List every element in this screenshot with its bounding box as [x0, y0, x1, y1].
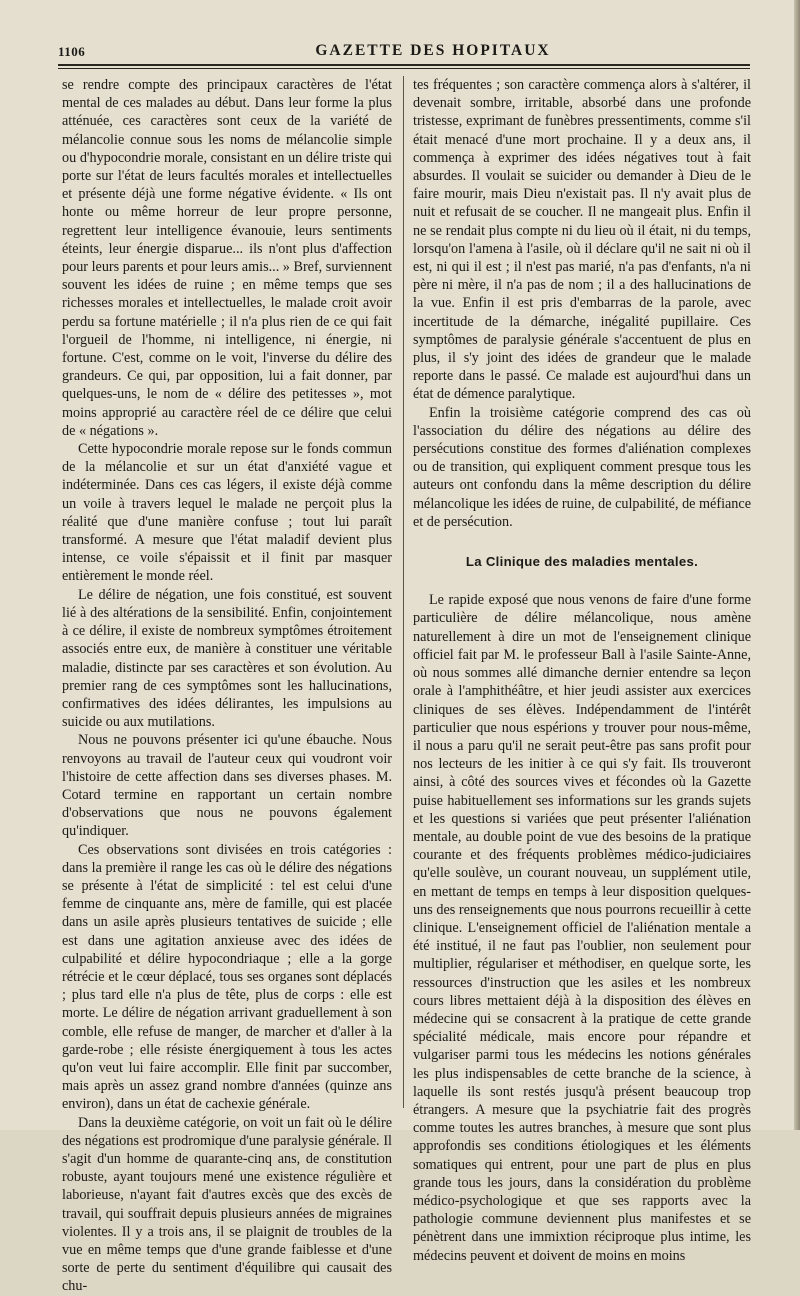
journal-title: GAZETTE DES HOPITAUX: [315, 42, 551, 59]
paragraph: Enfin la troisième catégorie comprend des cas où l'association du délire des négations au délire des persécutions constitue des formes d'aliénation complexes ou de transition, qui expliquent comment presque tous les auteurs ont confondu dans la même description du délire mélancolique les idées de ruine, de culpabilité, de méfiance et de persécution.: [413, 404, 751, 530]
header-rule-thin: [58, 68, 750, 69]
paragraph: se rendre compte des principaux caractères de l'état mental de ces malades au début. Dans leur forme la plus atténuée, ces caractères sont ceux de la variété de mélancolie connue sous les noms de mélancolie simple ou d'hypocondrie morale, consistant en un délire triste qui porte sur l'état de leurs facultés morales et intellectuelles et présente déjà une forme négative évidente. « Ils ont honte ou même horreur de leur propre personne, regrettent leur intelligence évanouie, leurs sentiments éteints, leur énergie disparue... ils n'ont plus d'affection pour leurs parents et pour leurs amis... » Bref, surviennent souvent les idées de ruine ; en même temps que ses richesses morales et intellectuelles, le malade croit avoir perdu sa fortune matérielle ; il n'a plus rien de ce qui fait l'orgueil de l'homme, ni intelligence, ni énergie, ni fortune. C'est, comme on le voit, l'inverse du délire des grandeurs. Ce qui, par opposition, lui a fait donner, par quelques-uns, le nom de « délire des petitesses », mot moins approprié au caractère réel de ce délire que celui de « négations ».: [62, 77, 392, 439]
paragraph: Cette hypocondrie morale repose sur le fonds commun de la mélancolie et sur un état d'anxiété vague et indéterminée. Dans ces cas légers, il existe déjà comme un voile à travers lequel le malade ne perçoit plus la réalité que d'une manière confuse ; tout lui paraît transformé. A mesure que l'état maladif devient plus intense, ce voile s'épaissit et il finit par masquer entièrement le monde réel.: [62, 441, 392, 585]
paragraph: Le délire de négation, une fois constitué, est souvent lié à des altérations de la sensibilité. Enfin, conjointement à ce délire, il existe de nombreux symptômes étroitement associés entre eux, de manière à constituer une véritable maladie, distincte par ses caractères et son évolution. Au premier rang de ces symptômes sont les hallucinations, confirmatives des idées délirantes, les impulsions au suicide ou aux mutilations.: [62, 586, 392, 731]
paragraph: Le rapide exposé que nous venons de faire d'une forme particulière de délire mélancolique, nous amène naturellement à dire un mot de l'enseignement clinique officiel fait par M. le professeur Ball à l'asile Sainte-Anne, où nous sommes allé dimanche dernier entendre sa leçon orale à l'amphithéâtre, et hier jeudi assister aux exercices cliniques de ses élèves. Indépendamment de l'intérêt particulier que nous espérions y trouver pour nous-même, il nous a paru qu'il ne serait peut-être pas sans profit pour nos lecteurs de les initier à ce qui s'y fait. Ils trouveront ainsi, à côté des sources vives et fécondes où la Gazette puise habituellement ses informations sur les grands sujets et les questions si variées que peut présenter l'aliénation mentale, au double point de vue des besoins de la pratique courante et des fréquents problèmes médico-judiciaires qu'elle soulève, un courant nouveau, un supplément utile, en mettant de temps en temps à leur disposition quelques-uns des renseignements que nous pourrons recueillir à cette clinique. L'enseignement officiel de l'aliénation mentale a été institué, il ne faut pas l'oublier, non seulement pour multiplier, régulariser et méthodiser, en quelque sorte, les ressources d'instruction que les asiles et les nombreux cours libres mettaient déjà à la disposition des élèves en médecine qui se consacrent à la pratique de cette grande spécialité médicale, mais encore pour répandre et vulgariser parmi tous les médecins les notions générales les plus indispensables de cette branche de la science, à laquelle ils sont restés jusqu'à présent beaucoup trop étrangers. A mesure que la psychiatrie fait des progrès comme toutes les autres branches, à mesure que sont plus approfondis ses conditions étiologiques et les éléments somatiques qui entrent, pour une part de plus en plus grande tous les jours, dans la considération du problème médico-psychologique et que ses rapports avec la pathologie commune deviennent plus manifestes et se pénètrent dans une immixtion réciproque plus intime, les médecins peuvent et doivent de moins en moins: [413, 592, 751, 1264]
paragraph: Ces observations sont divisées en trois catégories : dans la première il range les cas où le délire des négations se présente à l'état de simplicité : tel est celui d'une femme de cinquante ans, mère de famille, qui est placée dans un asile après plusieurs tentatives de suicide ; elle est dans une agitation anxieuse avec des idées de culpabilité et délire hypocondriaque ; elle a la gorge rétrécie et le cœur déplacé, tous ses organes sont déplacés ; plus tard elle n'a plus de tête, plus de corps : elle est morte. Le délire de négation arrivant graduellement à son comble, elle refuse de manger, de marcher et d'aller à la garde-robe ; elle résiste énergiquement à tous les actes qu'on veut lui faire accomplir. Elle finit par succomber, mais après un assez grand nombre d'années (quinze ans environ), dans un état de cachexie générale.: [62, 841, 392, 1113]
right-column: [413, 76, 751, 1265]
running-header: [58, 44, 748, 64]
paragraph: Nous ne pouvons présenter ici qu'une ébauche. Nous renvoyons au travail de l'auteur ceux qui voudront voir l'histoire de cette affection dans ses diverses phases. M. Cotard termine en rapportant un certain nombre d'observations que nous ne pouvons également qu'indiquer.: [62, 732, 392, 840]
paragraph: Dans la deuxième catégorie, on voit un fait où le délire des négations est prodromique d'une paralysie générale. Il s'agit d'un homme de quarante-cinq ans, de constitution robuste, ayant toujours mené une existence régulière et laborieuse, n'ayant fait d'autres excès que des excès de travail, qui souffrait depuis plusieurs années de migraines violentes. Il y a trois ans, il se plaignit de troubles de la vue en même temps que d'une grande faiblesse et d'une sorte de perte du sentiment d'équilibre qui causait des chu-: [62, 1114, 392, 1295]
column-divider: [403, 76, 404, 1108]
page-number: 1106: [58, 44, 86, 59]
paragraph: tes fréquentes ; son caractère commença alors à s'altérer, il devenait sombre, irritable, absorbé dans une profonde tristesse, exprimant de funèbres pressentiments, comme s'il était menacé d'une mort prochaine. Il y a deux ans, il commença à exprimer des idées négatives tout à fait absurdes. Il voulait se suicider ou demander à Dieu de le faire mourir, mais Dieu n'existait pas. Il n'y avait plus de nuit et refusait de se coucher. Il ne mangeait plus. Enfin il ne se rendait plus compte ni du lieu où il était, ni du temps, lorsqu'on l'amena à l'asile, où il déclare qu'il ne sait ni où il est, ni qui il est ; il n'est pas marié, n'a pas d'enfants, n'a ni père ni mère, il n'a pas de nom ; il a des hallucinations de la vue. Enfin il est pris d'embarras de la parole, avec incertitude de la démarche, inégalité pupillaire. Ces symptômes de paralysie générale s'accentuent de plus en plus, il s'y joint des idées de grandeur que le malade reporte dans le passé. Ce malade est aujourd'hui dans un état de démence paralytique.: [413, 77, 751, 403]
left-column: [62, 76, 392, 1296]
header-rule-thick: [58, 64, 750, 66]
section-heading: La Clinique des maladies mentales.: [465, 554, 699, 570]
page-edge: [794, 0, 800, 1130]
